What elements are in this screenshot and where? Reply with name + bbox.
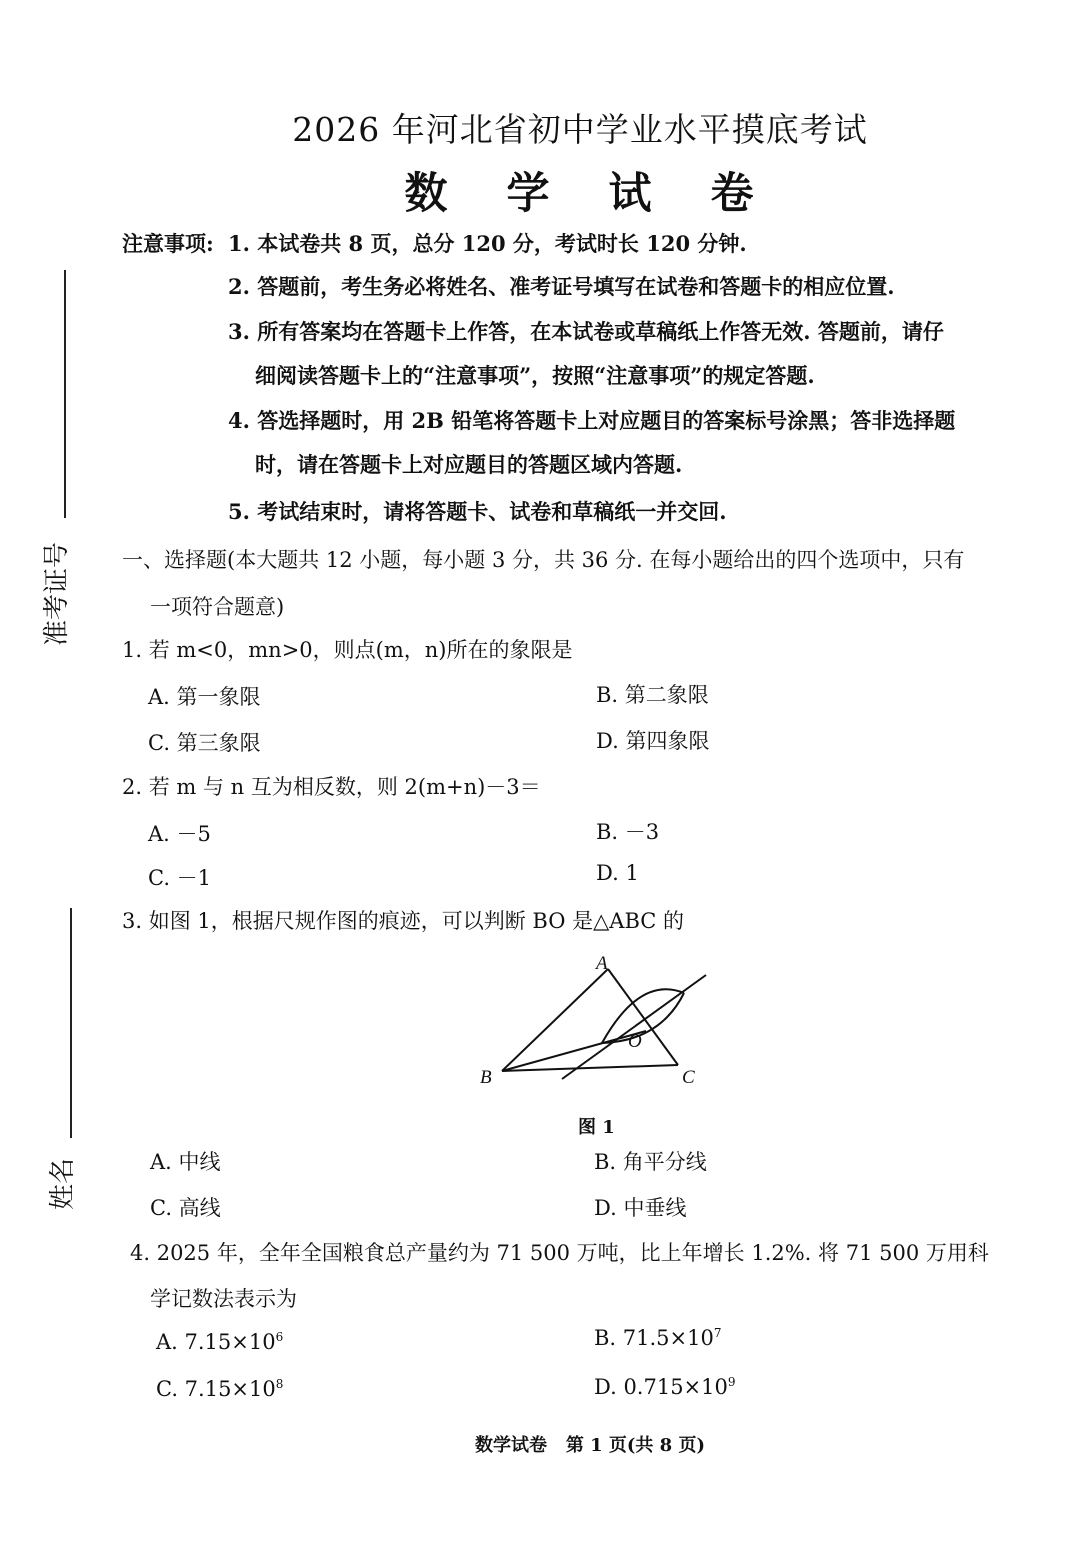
label-a: A (596, 953, 608, 974)
question-1-option-c: C. 第三象限 (148, 731, 261, 755)
side-bc (502, 1065, 678, 1071)
question-1-option-a: A. 第一象限 (148, 685, 261, 709)
question-4-option-b (594, 1326, 722, 1350)
figure-caption: 图 1 (578, 1117, 615, 1138)
bisector-line (562, 975, 706, 1079)
question-4-stem-cont: 学记数法表示为 (150, 1287, 297, 1311)
exam-id-label: 准考证号 (42, 541, 72, 646)
notes-item: 5. 考试结束时，请将答题卡、试卷和草稿纸一并交回. (228, 499, 727, 524)
notes-item: 1. 本试卷共 8 页，总分 120 分，考试时长 120 分钟. (228, 231, 747, 256)
question-2-stem: 2. 若 m 与 n 互为相反数，则 2(m+n)－3＝ (122, 775, 541, 799)
notes-item: 时，请在答题卡上对应题目的答题区域内答题. (255, 452, 683, 477)
option-exponent: 7 (713, 1326, 722, 1340)
notes-item: 4. 答选择题时，用 2B 铅笔将答题卡上对应题目的答案标号涂黑；答非选择题 (228, 408, 956, 433)
section-heading: 一、选择题(本大题共 12 小题，每小题 3 分，共 36 分. 在每小题给出的四个选项中，只有 (122, 548, 965, 572)
notes-label: 注意事项: (122, 231, 214, 256)
question-3-option-b: B. 角平分线 (594, 1150, 707, 1174)
name-label: 姓名 (48, 1157, 78, 1210)
page-footer: 数学试卷 第 1 页(共 8 页) (475, 1435, 705, 1456)
question-4-stem: 4. 2025 年，全年全国粮食总产量约为 71 500 万吨，比上年增长 1.2%. 将 71 500 万用科 (130, 1241, 989, 1265)
notes-item: 3. 所有答案均在答题卡上作答，在本试卷或草稿纸上作答无效. 答题前，请仔 (228, 319, 944, 344)
figure-1-triangle (470, 945, 730, 1095)
label-b: B (480, 1067, 492, 1088)
question-4-option-d (594, 1375, 736, 1399)
exam-title: 2026 年河北省初中学业水平摸底考试 (292, 110, 868, 149)
question-1-stem: 1. 若 m<0，mn>0，则点(m，n)所在的象限是 (122, 638, 573, 662)
option-exponent: 8 (275, 1377, 284, 1391)
label-o: O (628, 1031, 642, 1052)
name-line (70, 908, 72, 1138)
question-2-option-b: B. －3 (596, 820, 660, 844)
notes-item: 细阅读答题卡上的“注意事项”，按照“注意事项”的规定答题. (255, 363, 815, 388)
question-3-option-a: A. 中线 (150, 1150, 221, 1174)
question-4-option-a (156, 1330, 283, 1354)
option-base: D. 0.715×10 (594, 1375, 728, 1399)
question-2-option-a: A. －5 (148, 822, 211, 846)
option-base: A. 7.15×10 (156, 1330, 276, 1354)
option-base: C. 7.15×10 (156, 1377, 276, 1401)
notes-item: 2. 答题前，考生务必将姓名、准考证号填写在试卷和答题卡的相应位置. (228, 274, 895, 299)
question-2-option-c: C. －1 (148, 866, 212, 890)
question-1-option-d: D. 第四象限 (596, 729, 710, 753)
option-exponent: 6 (275, 1330, 284, 1344)
option-base: B. 71.5×10 (594, 1326, 714, 1350)
question-1-option-b: B. 第二象限 (596, 683, 709, 707)
section-heading-cont: 一项符合题意) (150, 595, 285, 619)
question-3-option-c: C. 高线 (150, 1196, 221, 1220)
label-c: C (682, 1067, 695, 1088)
option-exponent: 9 (727, 1375, 736, 1389)
question-4-option-c (156, 1377, 283, 1401)
exam-id-line (64, 270, 66, 518)
question-2-option-d: D. 1 (596, 861, 639, 885)
question-3-option-d: D. 中垂线 (594, 1196, 687, 1220)
paper-title: 数 学 试 卷 (404, 169, 776, 219)
question-3-stem: 3. 如图 1，根据尺规作图的痕迹，可以判断 BO 是△ABC 的 (122, 909, 685, 933)
